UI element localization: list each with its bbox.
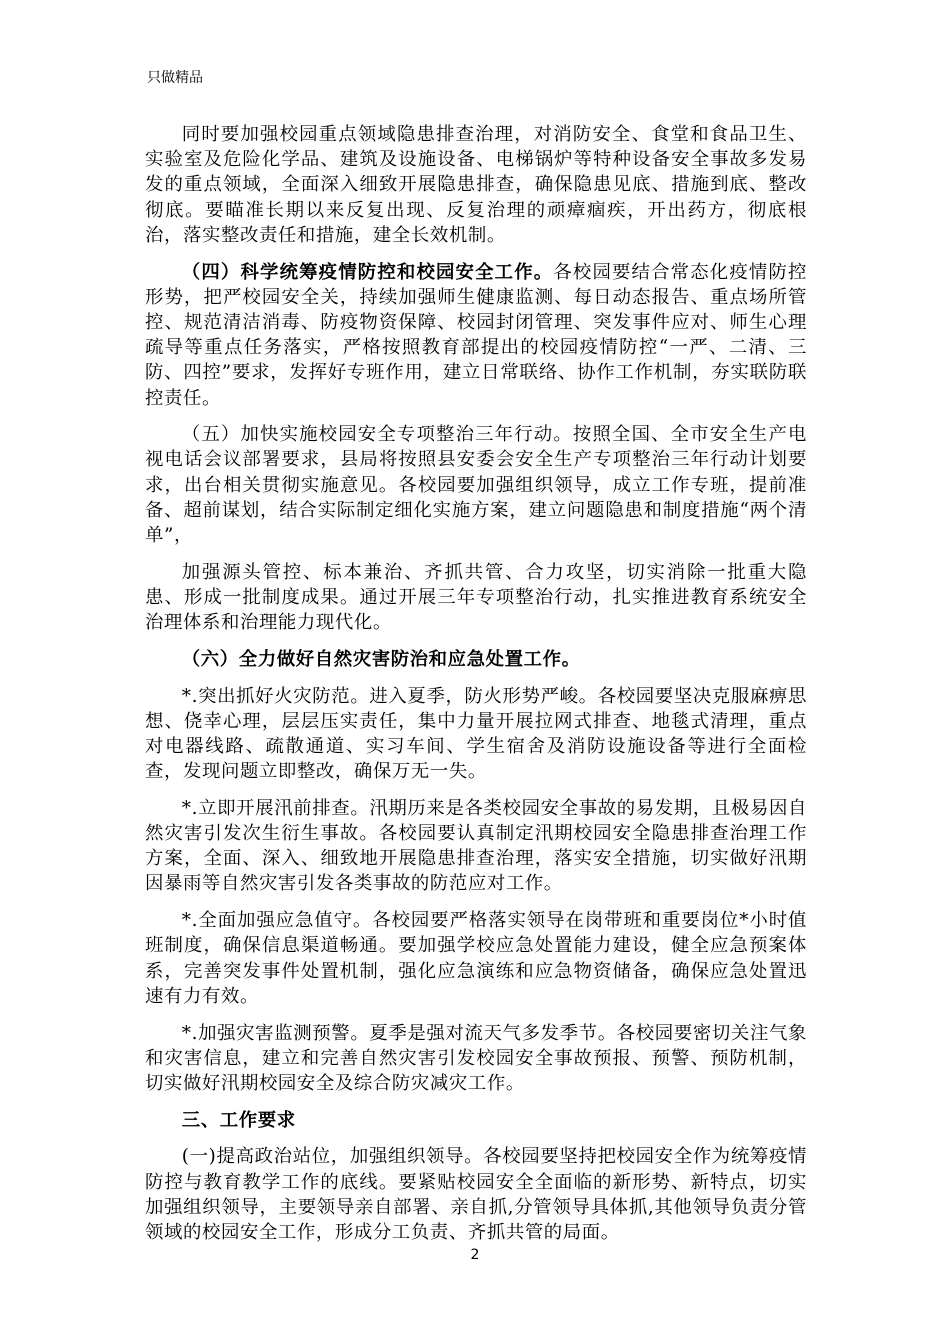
heading-disaster [145,647,807,672]
paragraph-fire [145,684,807,785]
paragraph-three-year [145,422,807,548]
paragraph-text: （五）加快实施校园安全专项整治三年行动。按照全国、全市安全生产电视电话会议部署要求，县局将按照县安委会安全生产专项整治三年行动计划要求，出台相关贯彻实施意见。各校园要加强组织领导，成立工作专班，提前准备、超前谋划，结合实际制定细化实施方案，建立问题隐患和制度措施“两个清单”， [145,424,807,547]
paragraph-lead: （四）科学统筹疫情防控和校园安全工作。 [181,261,554,283]
paragraph-text: *.突出抓好火灾防范。进入夏季，防火形势严峻。各校园要坚决克服麻痹思想、侥幸心理，层层压实责任，集中力量开展拉网式排查、地毯式清理，重点对电器线路、疏散通道、实习车间、学生宿舍及消防设施设备等进行全面检查，发现问题立即整改，确保万无一失。 [145,685,807,783]
paragraph-duty [145,908,807,1009]
paragraph-text: 加强源头管控、标本兼治、齐抓共管、合力攻坚，切实消除一批重大隐患、形成一批制度成果。通过开展三年专项整治行动，扎实推进教育系统安全治理体系和治理能力现代化。 [145,561,807,634]
paragraph-flood [145,796,807,897]
paragraph-text: (一)提高政治站位，加强组织领导。各校园要坚持把校园安全作为统筹疫情防控与教育教学工作的底线。要紧贴校园安全全面临的新形势、新特点，切实加强组织领导，主要领导亲自部署、亲自抓,分管领导具体抓,其他领导负责分管领域的校园安全工作，形成分工负责、齐抓共管的局面。 [145,1146,807,1243]
paragraph-warning [145,1021,807,1097]
paragraph-text: 同时要加强校园重点领域隐患排查治理，对消防安全、食堂和食品卫生、实验室及危险化学品、建筑及设施设备、电梯锅炉等特种设备安全事故多发易发的重点领域，全面深入细致开展隐患排查，确保隐患见底、措施到底、整改彻底。要瞄准长期以来反复出现、反复治理的顽瘴痼疾，开出药方，彻底根治，落实整改责任和措施，建全长效机制。 [145,124,807,246]
paragraph-text: *.立即开展汛前排查。汛期历来是各类校园安全事故的易发期，且极易因自然灾害引发次生衍生事故。各校园要认真制定汛期校园安全隐患排查治理工作方案，全面、深入、细致地开展隐患排查治理，落实安全措施，切实做好汛期因暴雨等自然灾害引发各类事故的防范应对工作。 [145,797,807,895]
paragraph-text: 各校园要结合常态化疫情防控形势，把严校园安全关，持续加强师生健康监测、每日动态报告、重点场所管控、规范清洁消毒、防疫物资保障、校园封闭管理、突发事件应对、师生心理疏导等重点任务落实，严格按照教育部提出的校园疫情防控“一严、二清、三防、四控”要求，发挥好专班作用，建立日常联络、协作工作机制，夯实联防联控责任。 [145,261,807,409]
heading-requirements [145,1108,807,1133]
paragraph-lead: （六）全力做好自然灾害防治和应急处置工作。 [181,648,581,670]
paragraph-text: *.全面加强应急值守。各校园要严格落实领导在岗带班和重要岗位*小时值班制度，确保信息渠道畅通。要加强学校应急处置能力建设，健全应急预案体系，完善突发事件处置机制，强化应急演练和应急物资储备，确保应急处置迅速有力有效。 [145,910,807,1007]
page-number: 2 [470,1247,480,1263]
page-header: 只做精品 [147,70,203,86]
paragraph-political [145,1144,807,1245]
paragraph-epidemic [145,260,807,411]
paragraph-lead: 三、工作要求 [181,1109,296,1131]
paragraph-key-areas [145,122,807,248]
document-body [145,122,807,1257]
paragraph-text: *.加强灾害监测预警。夏季是强对流天气多发季节。各校园要密切关注气象和灾害信息，建立和完善自然灾害引发校园安全事故预报、预警、预防机制，切实做好汛期校园安全及综合防灾减灾工作。 [145,1022,807,1094]
paragraph-source-control [145,560,807,636]
